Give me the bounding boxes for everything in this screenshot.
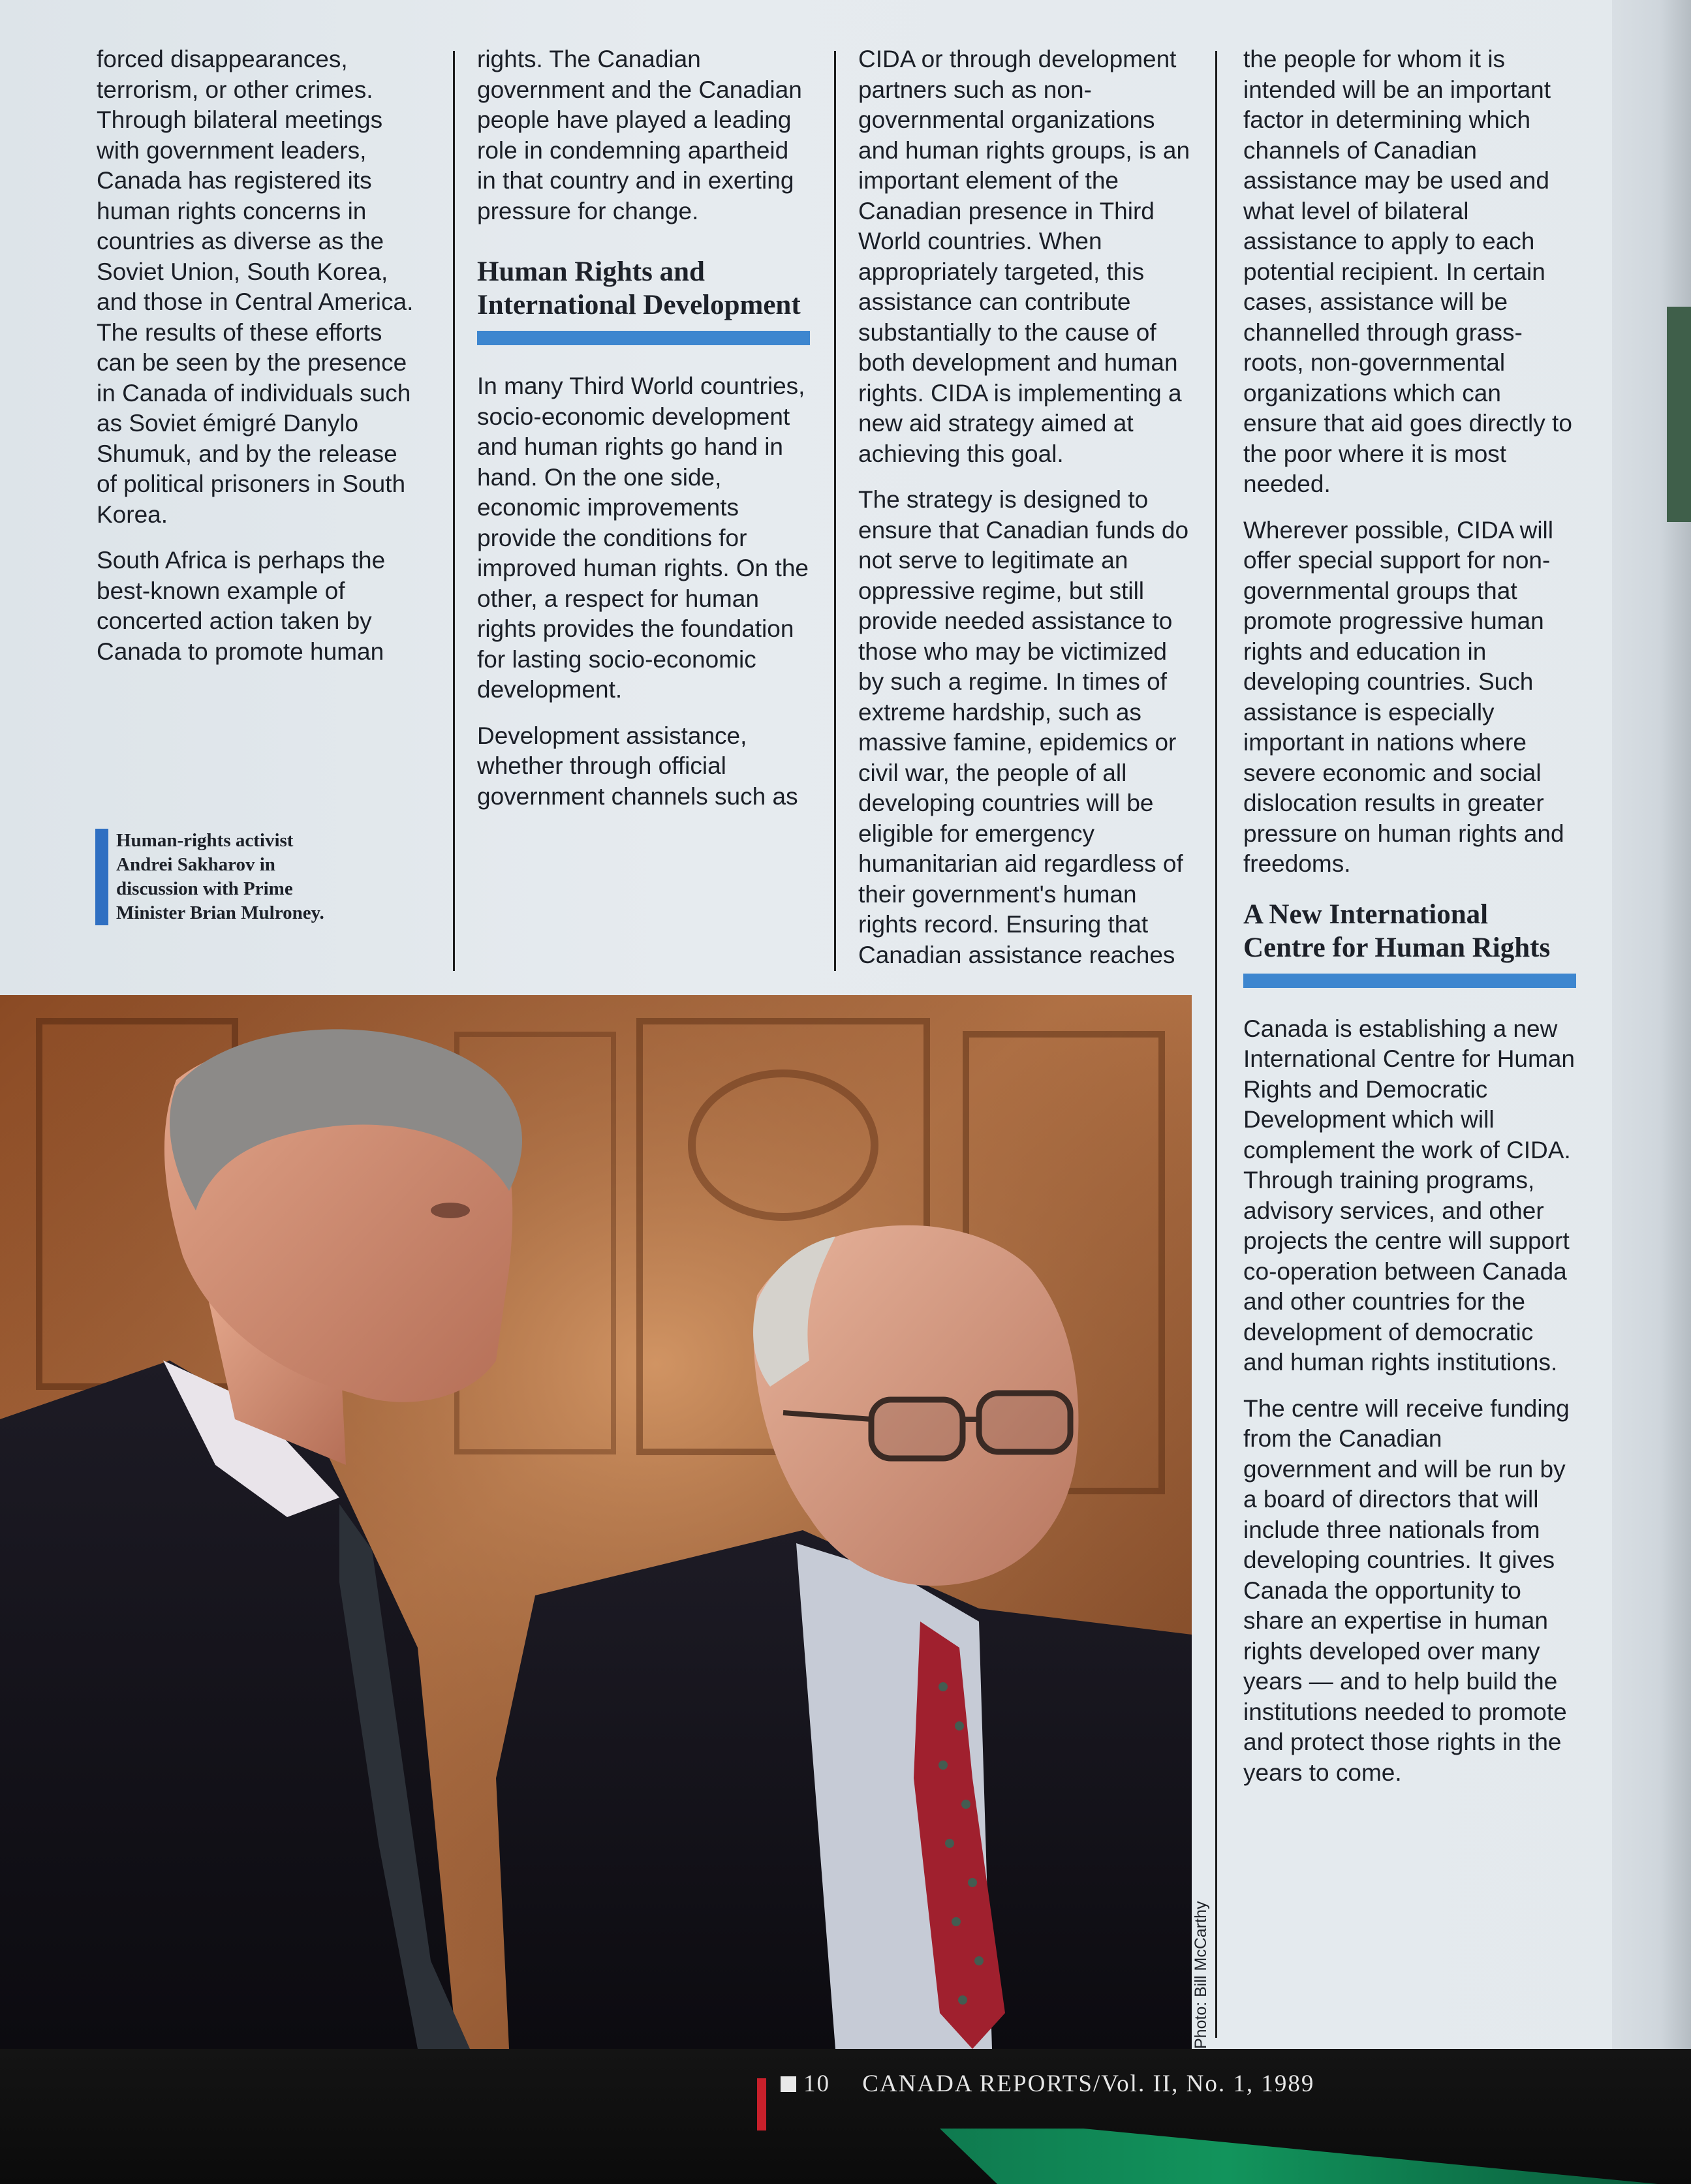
photo-caption: Human-rights activist Andrei Sakharov in discussion with Prime Minister Brian Mulroney.: [95, 829, 332, 925]
facing-page-image-edge: [1667, 307, 1691, 522]
heading-underline-bar: [1243, 974, 1576, 988]
paragraph: Canada is establishing a new International Centre for Human Rights and Democratic Development which will complement the work of CIDA. Through training programs, advisory services, and other projects the centre will support co-operation between Canada and other countries for the development of democratic and human rights institutions.: [1243, 1015, 1575, 1376]
paragraph: Development assistance, whether through official government channels such as: [477, 722, 798, 810]
column-3: [858, 44, 1192, 986]
column-rule: [453, 51, 455, 971]
photo-credit-text: Photo: Bill McCarthy: [1192, 1901, 1210, 2049]
section-heading: A New International Centre for Human Rights: [1243, 899, 1551, 963]
paragraph: CIDA or through development partners such as non-governmental organizations and human rights groups, is an important element of the Canadian presence in Third World countries. When appropriately targeted, this assistance can contribute substantially to the cause of both development and human rights. CIDA is implementing a new aid strategy aimed at achieving this goal.: [858, 46, 1190, 467]
paragraph: South Africa is perhaps the best-known example of concerted action taken by Canada to promote human: [97, 547, 386, 665]
paragraph: In many Third World countries, socio-economic development and human rights go hand in hand. On the one side, economic improvements provide the conditions for improved human rights. On the other, a respect for human rights provides the foundation for lasting socio-economic development.: [477, 373, 809, 703]
facing-page-edge: [1612, 0, 1691, 2049]
page-number: 10: [803, 2070, 830, 2097]
column-1: [97, 44, 423, 683]
paragraph: Wherever possible, CIDA will offer special support for non-governmental groups that promote progressive human rights and education in developing countries. Such assistance is especially important in nations where severe economic and social dislocation results in greater pressure on human rights and freedoms.: [1243, 516, 1564, 877]
column-rule: [834, 51, 836, 971]
paragraph: The strategy is designed to ensure that Canadian funds do not serve to legitimate an oppressive regime, but still provide needed assistance to those who may be victimized by such a regime. In times of extreme hardship, such as massive famine, epidemics or civil war, the people of all developing countries will be eligible for emergency humanitarian aid regardless of their government's human rights record. Ensuring that Canadian assistance reaches: [858, 486, 1189, 968]
paragraph: the people for whom it is intended will be an important factor in determining which channels of Canadian assistance may be used and what level of bilateral assistance to apply to each potential recipient. In certain cases, assistance will be channelled through grass-roots, non-governmental organizations which can ensure that aid goes directly to the poor where it is most needed.: [1243, 46, 1572, 497]
photo-credit: [1192, 1873, 1218, 2049]
heading-underline-bar: [477, 331, 810, 345]
photo-sakharov-mulroney: [0, 995, 1192, 2049]
footer-folio: [779, 2070, 1314, 2098]
paragraph: The centre will receive funding from the Canadian government and will be run by a board of directors that will include three nationals from developing countries. It gives Canada the opportunity to share an expertise in human rights developed over many years — and to help build the institutions needed to promote and protect those rights in the years to come.: [1243, 1394, 1570, 1786]
column-rule: [1215, 51, 1217, 2038]
section-heading: Human Rights and International Development: [477, 256, 801, 320]
paragraph: forced disappearances, terrorism, or other crimes. Through bilateral meetings with government leaders, Canada has registered its human rights concerns in countries as diverse as the Soviet Union, South Korea, and those in Central America. The results of these efforts can be seen by the presence in Canada of individuals such as Soviet émigré Danylo Shumuk, and by the release of political prisoners in South Korea.: [97, 46, 414, 528]
photo-image: [0, 995, 1192, 2049]
column-4: [1243, 44, 1576, 1804]
paragraph: rights. The Canadian government and the Canadian people have played a leading role in condemning apartheid in that country and in exerting pressure for change.: [477, 46, 802, 224]
publication-title: CANADA REPORTS/Vol. II, No. 1, 1989: [862, 2070, 1315, 2097]
footer-red-bar: [757, 2078, 766, 2130]
column-2: [477, 44, 810, 827]
